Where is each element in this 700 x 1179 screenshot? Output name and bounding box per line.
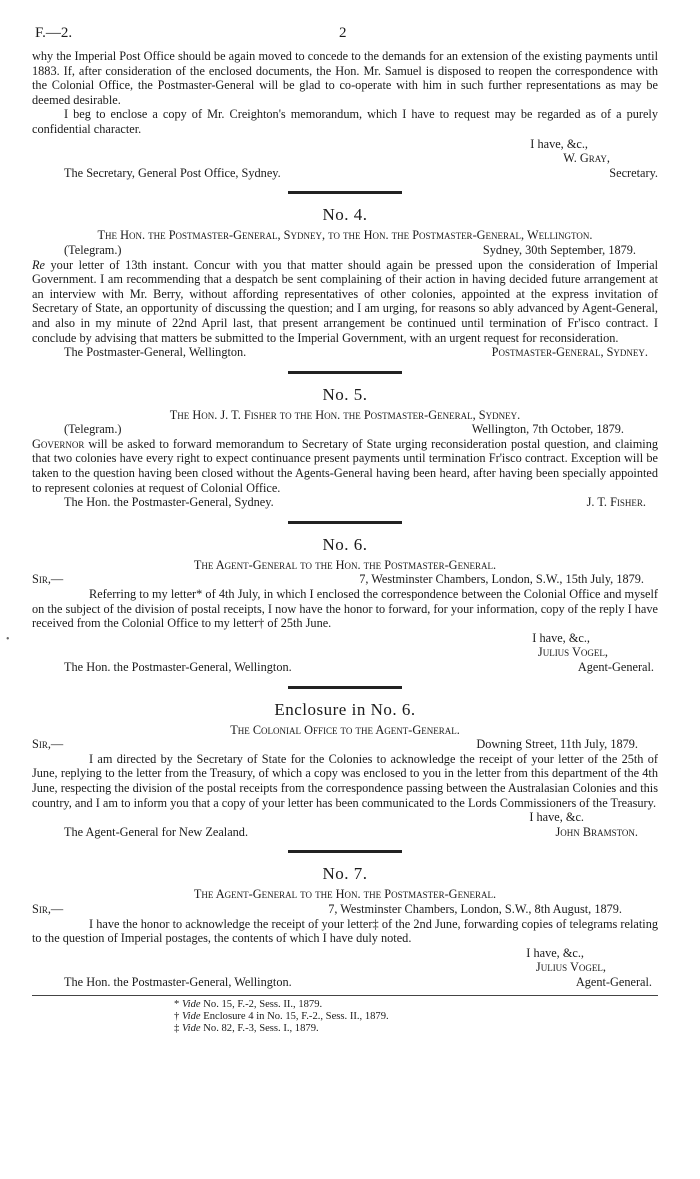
signer: John Bramston. [555, 824, 638, 839]
salutation: Sir,— [32, 572, 64, 587]
footnote [32, 1011, 658, 1023]
letter-no-7 [32, 863, 658, 989]
section-divider [288, 850, 402, 853]
section-divider [288, 686, 402, 689]
signer-name: Julius Vogel, [535, 960, 606, 975]
address-line [32, 660, 658, 675]
footnote-divider [32, 995, 658, 996]
re-word: Re [32, 257, 45, 272]
paragraph: why the Imperial Post Office should be again moved to concede to the demands for an extension of the existing payments until 1883. If, after consideration of the enclosed documents, the Hon. Mr. Samuel is disposed to reopen the correspondence with the Colonial Office, the Postmaster-General will be glad to co-operate with him in such further representations as may be deemed desirable. [32, 49, 658, 107]
paragraph [32, 437, 658, 495]
page-body [32, 49, 658, 1035]
signer-name: W. Gray, [563, 151, 610, 166]
address-line [32, 975, 658, 990]
signer: J. T. Fisher. [586, 495, 646, 510]
section-heading: The Agent-General to the Hon. the Postmaster-General. [193, 887, 497, 902]
footnotes [32, 999, 658, 1035]
address: 7, Westminster Chambers, London, S.W., 15th July, 1879. [359, 572, 644, 587]
salutation: Sir,— [32, 901, 64, 916]
footnote-text: No. 15, F.-2, Sess. II., 1879. [200, 998, 323, 1010]
address-line [32, 495, 658, 510]
page-number: 2 [339, 25, 347, 41]
place-date: Wellington, 7th October, 1879. [471, 422, 624, 437]
letter-no-5 [32, 384, 658, 510]
recipient: The Postmaster-General, Wellington. [64, 345, 247, 360]
paragraph-text: your letter of 13th instant. Concur with you that matter should again be pressed upon the consideration of Imperial Government. I am recommending that a despatch be sent complaining of their action in having decided future arrangement at an interview with Mr. Berry, without affording representatives of other colonies, appointed at the express invitation of Secretary of State, an opportunity of discussing the question; and I am urging, for reasons so ably advanced by Agent-General, and also in my minute of 22nd April last, that present arrangement be continued until termination of Fr'isco contract. I conclude by advising that matters be submitted to the Imperial Government, with an urgent request for reconsideration. [32, 257, 658, 345]
enclosure-in-no-6 [32, 699, 658, 840]
address-line [32, 345, 658, 360]
section-title: Enclosure in No. 6. [274, 699, 416, 719]
recipient: The Hon. the Postmaster-General, Sydney. [64, 495, 274, 510]
salutation-line [32, 737, 658, 752]
signer-title: Agent-General. [577, 660, 654, 674]
signer: Postmaster-General, Sydney. [491, 345, 648, 360]
address-line [32, 825, 658, 840]
section-divider [288, 521, 402, 524]
telegram-label: (Telegram.) [64, 422, 122, 437]
letter-no-4 [32, 204, 658, 359]
closing: I have, &c., [532, 630, 590, 645]
recipient: The Hon. the Postmaster-General, Wellington. [64, 974, 292, 989]
section-title: No. 5. [322, 384, 368, 404]
salutation: Sir,— [32, 737, 64, 752]
section-heading: The Agent-General to the Hon. the Postmaster-General. [193, 557, 497, 572]
telegram-line [32, 243, 658, 258]
footnote-vide: Vide [181, 998, 201, 1010]
section-divider [288, 191, 402, 194]
footnote-mark: ‡ [174, 1022, 180, 1034]
section-title: No. 6. [322, 534, 368, 554]
footnote-mark: * [174, 998, 180, 1010]
salutation-line [32, 902, 658, 917]
footnote [32, 1023, 658, 1035]
address: Downing Street, 11th July, 1879. [476, 737, 638, 752]
section-heading: The Colonial Office to the Agent-General. [230, 722, 460, 737]
telegram-label: (Telegram.) [64, 242, 122, 257]
section-title: No. 7. [322, 864, 368, 884]
section-divider [288, 371, 402, 374]
letter-no-6 [32, 534, 658, 675]
section-heading: The Hon. J. T. Fisher to the Hon. the Postmaster-General, Sydney. [169, 407, 521, 422]
footnote-mark: † [174, 1010, 180, 1022]
address-line [32, 166, 658, 181]
section-title: No. 4. [322, 205, 368, 225]
closing: I have, &c., [526, 945, 584, 960]
footnote-vide: Vide [181, 1010, 201, 1022]
paragraph-text: will be asked to forward memorandum to Secretary of State urging reconsideration postal question, and claiming that two colonies have every right to expect continuance present payments until termination Fr'isco contract. Exception will be taken to the question having been closed without the Agents-General having been heard, after having been specially appointed to represent colonies at request of Colonial Office. [32, 436, 658, 495]
paragraph [32, 258, 658, 346]
continuation-letter [32, 49, 658, 180]
paragraph: I have the honor to acknowledge the receipt of your letter‡ of the 2nd June, forwarding copies of telegrams relating to the question of Imperial postages, the contents of which I have duly noted. [32, 916, 658, 946]
recipient: The Hon. the Postmaster-General, Wellington. [64, 660, 292, 674]
margin-dot: • [6, 634, 10, 645]
footnote-text: No. 82, F.-3, Sess. I., 1879. [200, 1022, 319, 1034]
footnote-text: Enclosure 4 in No. 15, F.-2., Sess. II., 1879. [200, 1010, 389, 1022]
lead-word: Governor [32, 436, 85, 451]
address: 7, Westminster Chambers, London, S.W., 8th August, 1879. [328, 901, 622, 916]
signer-title: Secretary. [609, 165, 658, 180]
closing: I have, &c. [529, 810, 584, 825]
place-date: Sydney, 30th September, 1879. [482, 242, 636, 257]
recipient: The Secretary, General Post Office, Sydney. [64, 165, 281, 180]
recipient: The Agent-General for New Zealand. [64, 824, 249, 839]
footnote-vide: Vide [181, 1022, 201, 1034]
signer-title: Agent-General. [575, 974, 652, 989]
signer-name: Julius Vogel, [537, 645, 608, 660]
closing: I have, &c., [530, 136, 588, 151]
paragraph: Referring to my letter* of 4th July, in which I enclosed the correspondence between the Colonial Office and myself on the subject of the division of postal receipts, I now have the honor to forward, for your information, copy of the reply I have received from the Colonial Office to my letter† of 25th June. [32, 587, 658, 631]
salutation-line [32, 572, 658, 587]
paragraph: I am directed by the Secretary of State for the Colonies to acknowledge the receipt of your letter of the 25th of June, replying to the letter from the Treasury, of which a copy was enclosed to you in the letter from this department of the 4th June, respecting the division of the postal receipts from the correspondence passing between the Australasian Colonies and this country, and I am to inform you that a copy of your letter has been communicated to the Lords Commissioners of the Treasury. [32, 751, 658, 810]
document-code: F.—2. [35, 25, 73, 41]
section-heading: The Hon. the Postmaster-General, Sydney, to the Hon. the Postmaster-General, Wellington. [97, 228, 593, 243]
paragraph: I beg to enclose a copy of Mr. Creighton's memorandum, which I have to request may be regarded as of a purely confidential character. [32, 107, 658, 136]
footnote [32, 999, 658, 1011]
telegram-line [32, 422, 658, 437]
